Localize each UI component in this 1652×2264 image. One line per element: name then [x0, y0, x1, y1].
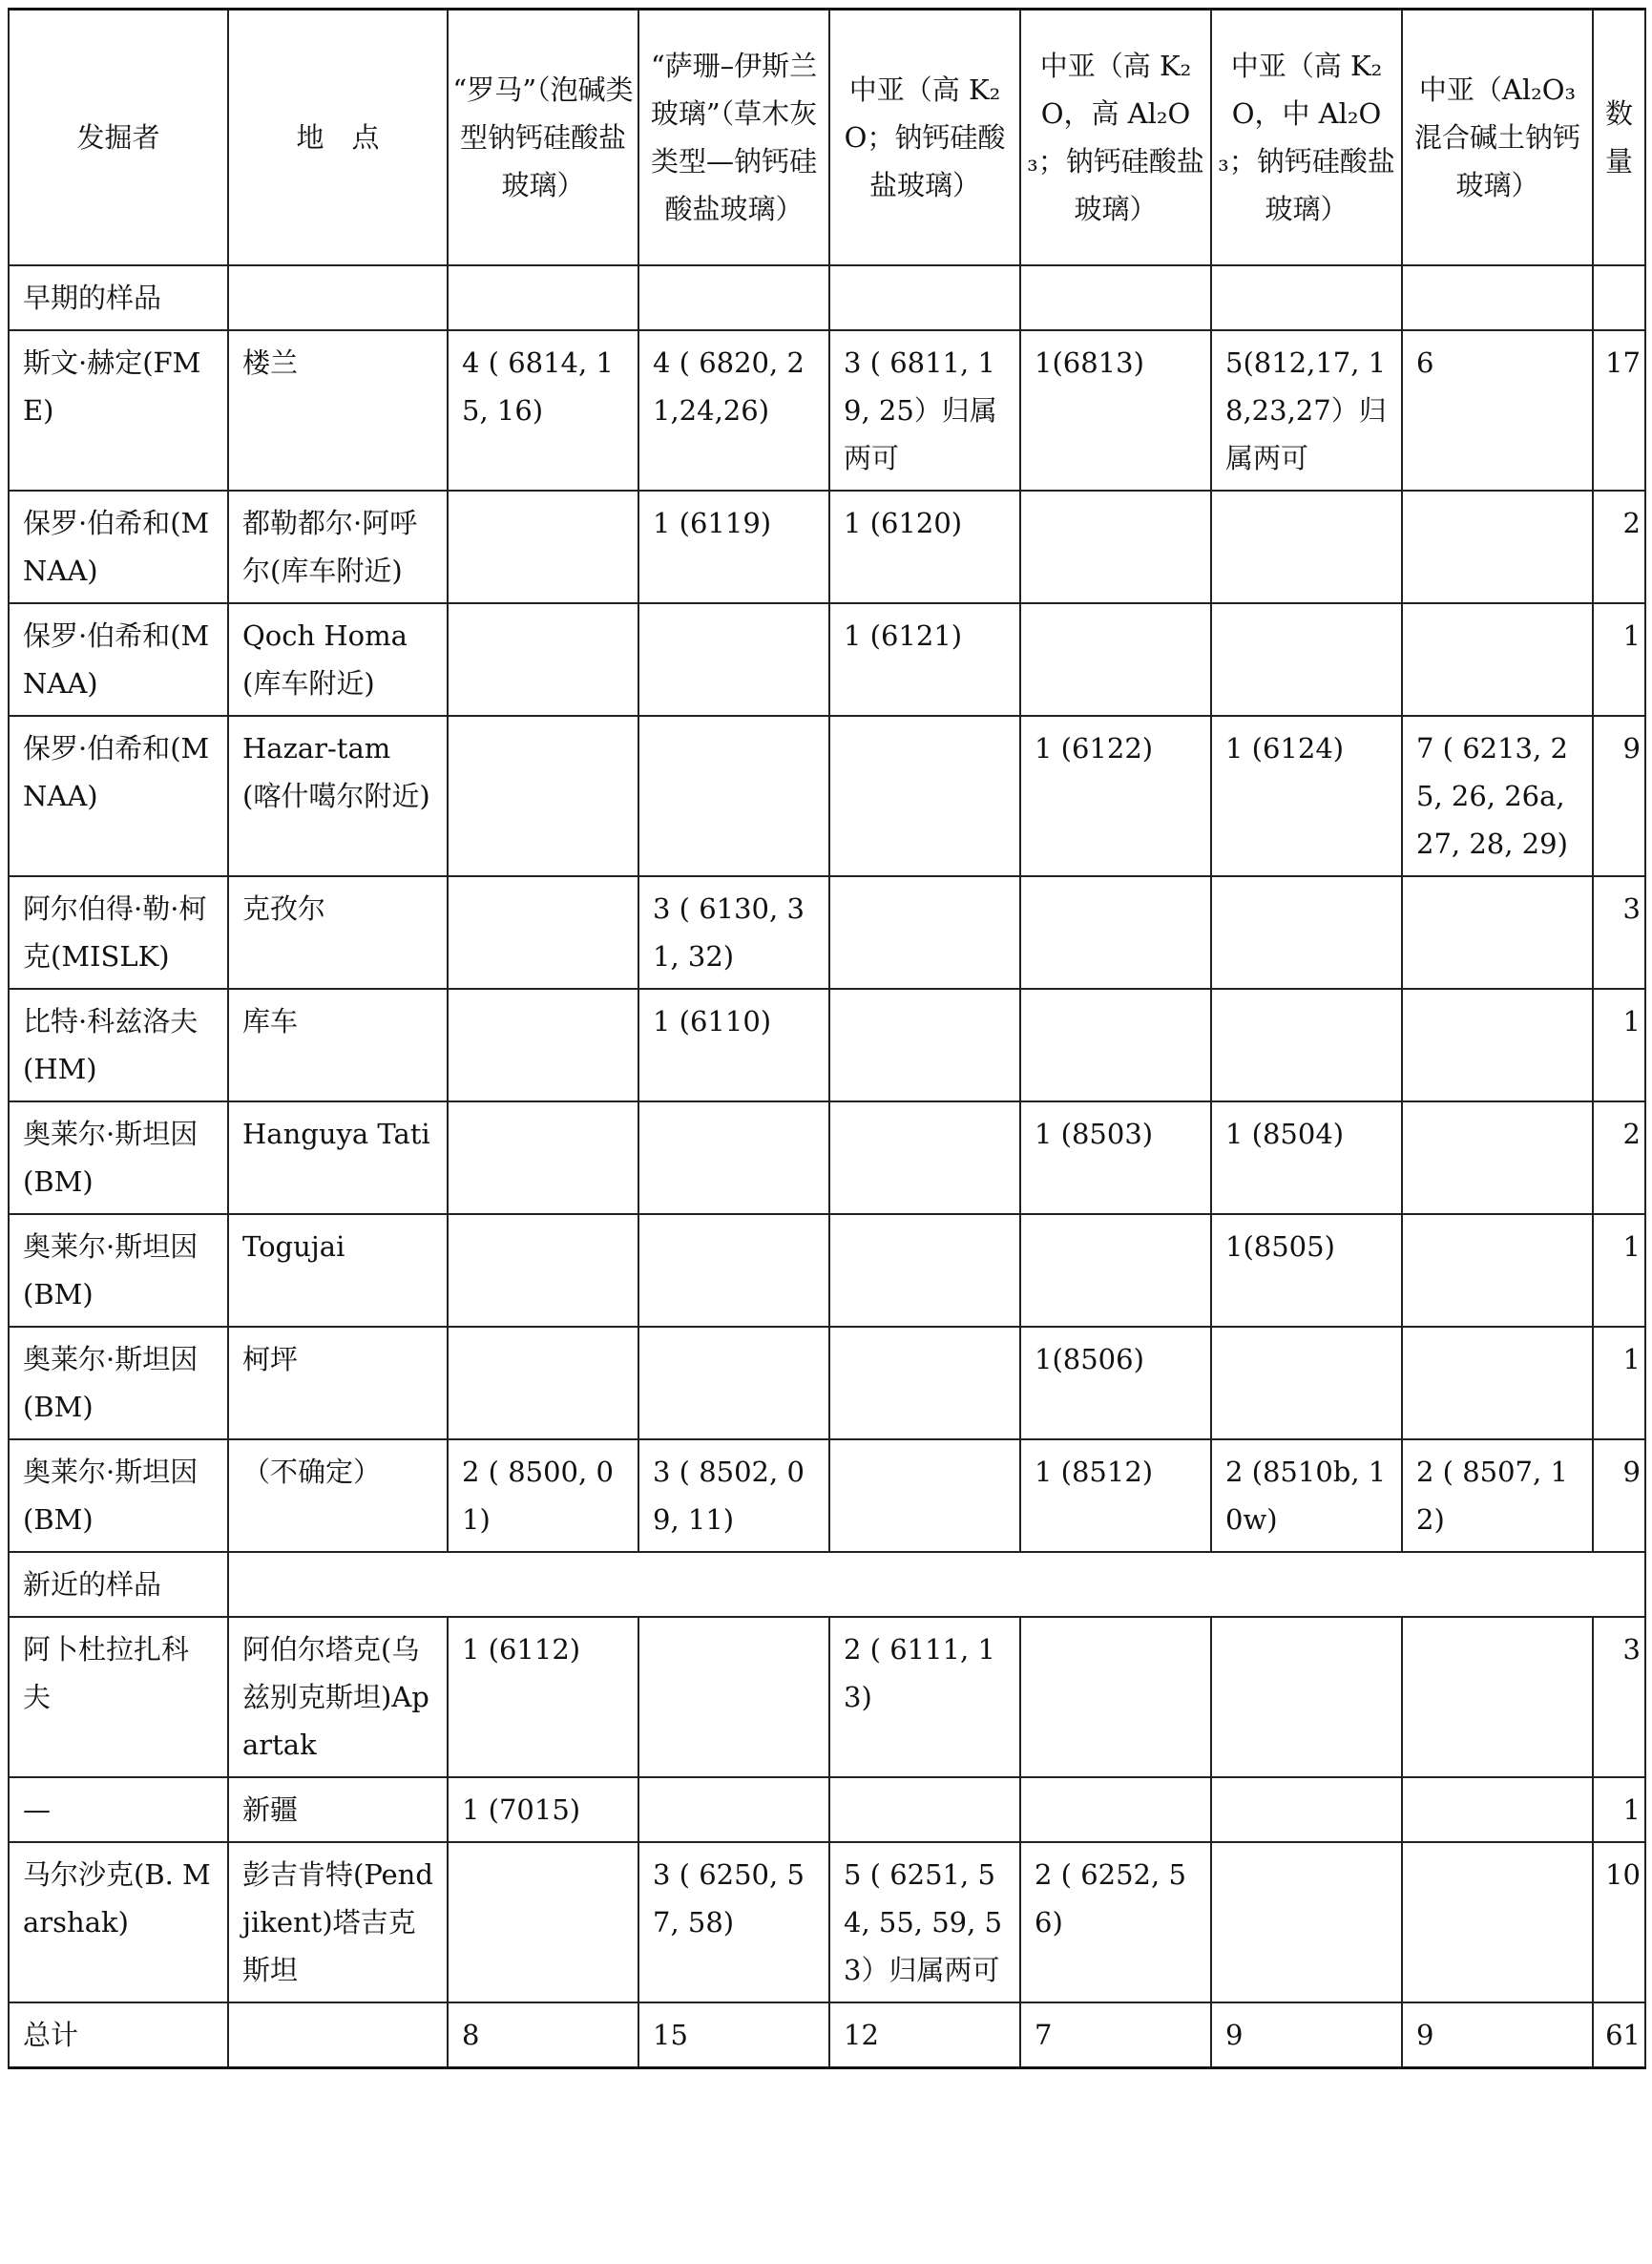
cell-excavator: 比特·科兹洛夫(HM) — [9, 989, 228, 1101]
total-row — [9, 2002, 1645, 2068]
cell-ca-highk-midal — [1211, 1842, 1402, 2002]
cell-roman: 1 (6112) — [448, 1617, 638, 1777]
cell-count: 1 — [1593, 1214, 1645, 1327]
cell-sasanian — [638, 716, 829, 876]
total-ca-highk: 12 — [829, 2002, 1020, 2068]
cell-ca-al-mixed — [1402, 1101, 1593, 1214]
cell-ca-highk-midal — [1211, 1777, 1402, 1842]
cell-site: Hazar-tam (喀什噶尔附近) — [228, 716, 448, 876]
cell-count: 1 — [1593, 989, 1645, 1101]
cell-ca-highk: 3 ( 6811, 19, 25）归属两可 — [829, 330, 1020, 491]
cell-excavator: 奥莱尔·斯坦因(BM) — [9, 1101, 228, 1214]
cell-count: 9 — [1593, 716, 1645, 876]
table-row — [9, 989, 1645, 1101]
table-body — [9, 265, 1645, 2068]
total-label: 总计 — [9, 2002, 228, 2068]
cell-ca-highk — [829, 1214, 1020, 1327]
section-spacer — [228, 1552, 1645, 1617]
header-row — [9, 10, 1645, 265]
cell-roman — [448, 1101, 638, 1214]
table-row — [9, 1617, 1645, 1777]
header-excavator: 发掘者 — [9, 10, 228, 265]
cell-ca-highk-midal: 1 (6124) — [1211, 716, 1402, 876]
table-row — [9, 491, 1645, 603]
cell-site: Hanguya Tati — [228, 1101, 448, 1214]
cell-sasanian: 3 ( 8502, 09, 11) — [638, 1439, 829, 1552]
cell-ca-highk — [829, 716, 1020, 876]
cell-count: 9 — [1593, 1439, 1645, 1552]
table-row — [9, 330, 1645, 491]
cell-ca-al-mixed — [1402, 1842, 1593, 2002]
cell-count: 2 — [1593, 1101, 1645, 1214]
cell-excavator: 马尔沙克(B. Marshak) — [9, 1842, 228, 2002]
cell-roman — [448, 1327, 638, 1439]
cell-ca-highk — [829, 876, 1020, 989]
glass-sample-table — [8, 8, 1646, 2069]
cell-ca-highk: 1 (6121) — [829, 603, 1020, 716]
table-row — [9, 1327, 1645, 1439]
cell-ca-highk-midal — [1211, 603, 1402, 716]
cell-ca-highk: 2 ( 6111, 13) — [829, 1617, 1020, 1777]
cell-ca-al-mixed — [1402, 876, 1593, 989]
cell-ca-highk-highal — [1020, 1214, 1211, 1327]
cell-roman — [448, 1842, 638, 2002]
cell-ca-highk-highal: 1 (8503) — [1020, 1101, 1211, 1214]
cell-ca-highk-highal: 1 (8512) — [1020, 1439, 1211, 1552]
section-label: 早期的样品 — [9, 265, 228, 330]
cell-ca-highk-midal — [1211, 876, 1402, 989]
cell-site: （不确定） — [228, 1439, 448, 1552]
cell-ca-al-mixed — [1402, 1214, 1593, 1327]
empty-cell — [228, 265, 448, 330]
table-row — [9, 1777, 1645, 1842]
cell-ca-highk-highal: 1(6813) — [1020, 330, 1211, 491]
cell-roman — [448, 603, 638, 716]
cell-roman — [448, 491, 638, 603]
header-ca-highk-highal: 中亚（高 K₂O，高 Al₂O₃；钠钙硅酸盐玻璃） — [1020, 10, 1211, 265]
table-row — [9, 1214, 1645, 1327]
cell-site: 克孜尔 — [228, 876, 448, 989]
section-label: 新近的样品 — [9, 1552, 228, 1617]
cell-ca-highk — [829, 1439, 1020, 1552]
cell-count: 1 — [1593, 1777, 1645, 1842]
cell-ca-highk-highal: 1(8506) — [1020, 1327, 1211, 1439]
cell-roman: 2 ( 8500, 01) — [448, 1439, 638, 1552]
cell-sasanian — [638, 1214, 829, 1327]
cell-ca-highk-midal — [1211, 1327, 1402, 1439]
cell-sasanian — [638, 1777, 829, 1842]
section-row-recent — [9, 1552, 1645, 1617]
cell-excavator: 奥莱尔·斯坦因(BM) — [9, 1214, 228, 1327]
table-row — [9, 876, 1645, 989]
cell-ca-highk-highal — [1020, 989, 1211, 1101]
cell-ca-highk: 1 (6120) — [829, 491, 1020, 603]
cell-count: 17 — [1593, 330, 1645, 491]
cell-ca-highk: 5 ( 6251, 54, 55, 59, 53）归属两可 — [829, 1842, 1020, 2002]
total-roman: 8 — [448, 2002, 638, 2068]
cell-excavator: 阿卜杜拉扎科夫 — [9, 1617, 228, 1777]
cell-ca-al-mixed — [1402, 491, 1593, 603]
cell-excavator: 斯文·赫定(FME) — [9, 330, 228, 491]
table-row — [9, 1842, 1645, 2002]
empty-cell — [1593, 265, 1645, 330]
total-site — [228, 2002, 448, 2068]
cell-ca-highk-highal — [1020, 1617, 1211, 1777]
cell-ca-al-mixed — [1402, 1327, 1593, 1439]
cell-sasanian: 1 (6110) — [638, 989, 829, 1101]
cell-excavator: 保罗·伯希和(MNAA) — [9, 716, 228, 876]
cell-count: 3 — [1593, 1617, 1645, 1777]
section-row-early — [9, 265, 1645, 330]
cell-sasanian — [638, 1327, 829, 1439]
cell-ca-highk — [829, 1777, 1020, 1842]
cell-ca-highk — [829, 1327, 1020, 1439]
header-roman: “罗马”（泡碱类型钠钙硅酸盐玻璃） — [448, 10, 638, 265]
cell-ca-highk-midal: 5(812,17, 18,23,27）归属两可 — [1211, 330, 1402, 491]
glass-sample-table-container — [8, 8, 1644, 2069]
cell-excavator: 阿尔伯得·勒·柯克(MISLK) — [9, 876, 228, 989]
total-ca-highk-midal: 9 — [1211, 2002, 1402, 2068]
empty-cell — [1020, 265, 1211, 330]
header-sasanian: “萨珊–伊斯兰玻璃”（草木灰类型—钠钙硅酸盐玻璃） — [638, 10, 829, 265]
cell-ca-highk-highal — [1020, 603, 1211, 716]
header-site: 地 点 — [228, 10, 448, 265]
header-ca-highk: 中亚（高 K₂O；钠钙硅酸盐玻璃） — [829, 10, 1020, 265]
cell-sasanian: 3 ( 6130, 31, 32) — [638, 876, 829, 989]
cell-site: 柯坪 — [228, 1327, 448, 1439]
cell-roman: 4 ( 6814, 15, 16) — [448, 330, 638, 491]
cell-count: 2 — [1593, 491, 1645, 603]
cell-count: 1 — [1593, 603, 1645, 716]
cell-sasanian: 1 (6119) — [638, 491, 829, 603]
cell-roman — [448, 989, 638, 1101]
cell-ca-al-mixed: 2 ( 8507, 12) — [1402, 1439, 1593, 1552]
cell-site: 彭吉肯特(Pendjikent)塔吉克斯坦 — [228, 1842, 448, 2002]
cell-ca-highk — [829, 1101, 1020, 1214]
total-ca-al-mixed: 9 — [1402, 2002, 1593, 2068]
cell-excavator: — — [9, 1777, 228, 1842]
cell-sasanian — [638, 603, 829, 716]
cell-sasanian — [638, 1101, 829, 1214]
cell-sasanian: 4 ( 6820, 21,24,26) — [638, 330, 829, 491]
cell-site: 楼兰 — [228, 330, 448, 491]
cell-ca-al-mixed — [1402, 1617, 1593, 1777]
cell-ca-highk-highal — [1020, 491, 1211, 603]
cell-ca-al-mixed: 6 — [1402, 330, 1593, 491]
cell-site: 新疆 — [228, 1777, 448, 1842]
empty-cell — [1211, 265, 1402, 330]
header-count: 数量 — [1593, 10, 1645, 265]
cell-count: 10 — [1593, 1842, 1645, 2002]
header-ca-al-mixed: 中亚（Al₂O₃ 混合碱土钠钙玻璃） — [1402, 10, 1593, 265]
cell-sasanian — [638, 1617, 829, 1777]
empty-cell — [829, 265, 1020, 330]
header-ca-highk-midal: 中亚（高 K₂O，中 Al₂O₃；钠钙硅酸盐玻璃） — [1211, 10, 1402, 265]
cell-excavator: 保罗·伯希和(MNAA) — [9, 491, 228, 603]
cell-ca-highk-midal: 1(8505) — [1211, 1214, 1402, 1327]
cell-ca-highk-highal — [1020, 1777, 1211, 1842]
cell-ca-highk-highal — [1020, 876, 1211, 989]
cell-excavator: 保罗·伯希和(MNAA) — [9, 603, 228, 716]
total-count: 61 — [1593, 2002, 1645, 2068]
cell-site: 阿伯尔塔克(乌兹别克斯坦)Apartak — [228, 1617, 448, 1777]
cell-ca-highk-midal — [1211, 1617, 1402, 1777]
cell-site: Qoch Homa (库车附近) — [228, 603, 448, 716]
cell-site: Togujai — [228, 1214, 448, 1327]
cell-ca-highk-midal: 1 (8504) — [1211, 1101, 1402, 1214]
cell-ca-highk-midal: 2 (8510b, 10w) — [1211, 1439, 1402, 1552]
cell-ca-highk-midal — [1211, 491, 1402, 603]
table-row — [9, 603, 1645, 716]
total-sasanian: 15 — [638, 2002, 829, 2068]
cell-excavator: 奥莱尔·斯坦因(BM) — [9, 1439, 228, 1552]
cell-sasanian: 3 ( 6250, 57, 58) — [638, 1842, 829, 2002]
cell-roman — [448, 1214, 638, 1327]
cell-count: 3 — [1593, 876, 1645, 989]
table-header — [9, 10, 1645, 265]
cell-ca-al-mixed: 7 ( 6213, 25, 26, 26a, 27, 28, 29) — [1402, 716, 1593, 876]
cell-count: 1 — [1593, 1327, 1645, 1439]
empty-cell — [1402, 265, 1593, 330]
cell-ca-al-mixed — [1402, 989, 1593, 1101]
cell-roman — [448, 876, 638, 989]
cell-site: 都勒都尔·阿呼尔(库车附近) — [228, 491, 448, 603]
cell-excavator: 奥莱尔·斯坦因(BM) — [9, 1327, 228, 1439]
table-row — [9, 716, 1645, 876]
cell-ca-al-mixed — [1402, 603, 1593, 716]
cell-roman — [448, 716, 638, 876]
total-ca-highk-highal: 7 — [1020, 2002, 1211, 2068]
cell-ca-highk-midal — [1211, 989, 1402, 1101]
cell-ca-highk-highal: 2 ( 6252, 56) — [1020, 1842, 1211, 2002]
cell-ca-highk-highal: 1 (6122) — [1020, 716, 1211, 876]
cell-ca-highk — [829, 989, 1020, 1101]
empty-cell — [638, 265, 829, 330]
cell-ca-al-mixed — [1402, 1777, 1593, 1842]
cell-roman: 1 (7015) — [448, 1777, 638, 1842]
empty-cell — [448, 265, 638, 330]
table-row — [9, 1101, 1645, 1214]
table-row — [9, 1439, 1645, 1552]
cell-site: 库车 — [228, 989, 448, 1101]
